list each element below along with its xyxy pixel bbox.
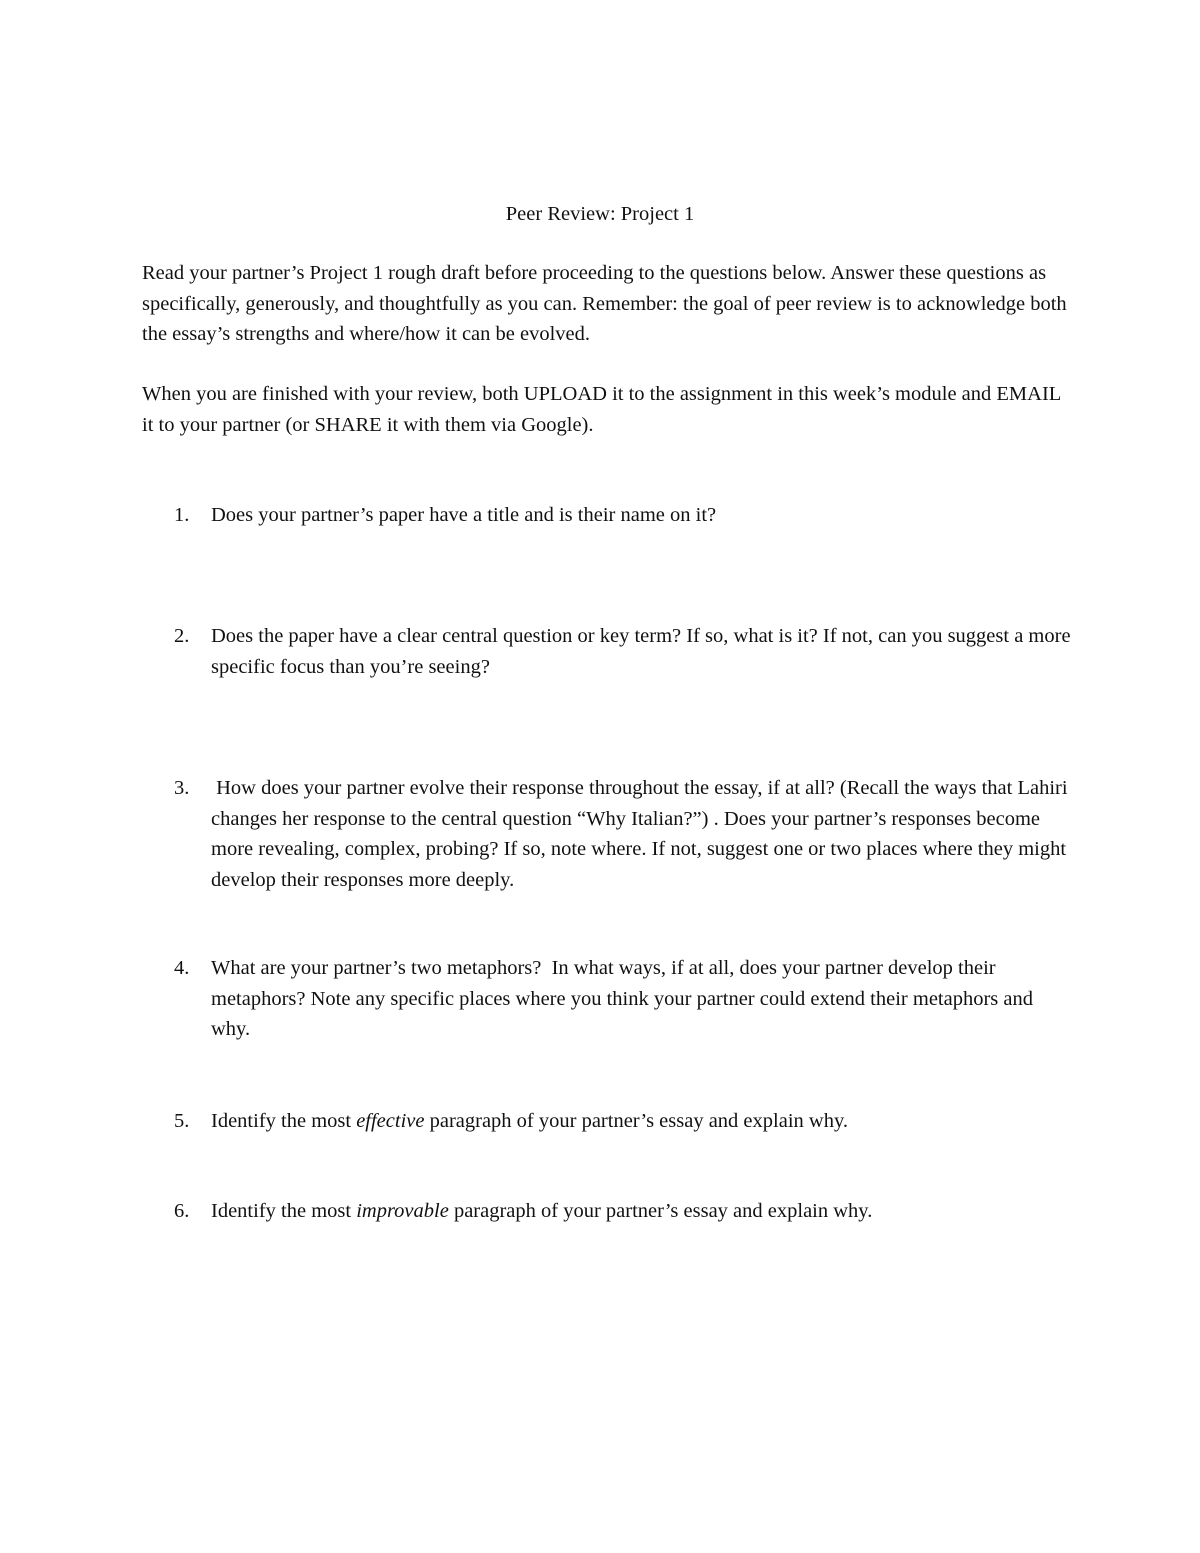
intro-paragraph-instructions: Read your partner’s Project 1 rough draft before proceeding to the questions below. Answer these questions as specifically, generously, and thoughtfully as you can. Remember: the goal of peer review is to acknowledge both the essay’s strengths and where/how it can be evolved. [142,262,1067,345]
question-text: Does your partner’s paper have a title and is their name on it? [211,504,717,526]
page-title: Peer Review: Project 1 [505,203,695,225]
intro-paragraph-submission: When you are finished with your review, both UPLOAD it to the assignment in this week’s module and EMAIL it to your partner (or SHARE it with them via Google). [142,383,1061,436]
question-number: 5. [174,1110,190,1132]
question-number: 6. [174,1200,190,1222]
question-text-after: paragraph of your partner’s essay and explain why. [424,1110,848,1132]
question-text: Does the paper have a clear central question or key term? If so, what is it? If not, can you suggest a more specific focus than you’re seeing? [211,625,1071,678]
question-text: How does your partner evolve their response throughout the essay, if at all? (Recall the ways that Lahiri changes her response to the central question “Why Italian?”) . Does your partner’s responses become more revealing, complex, probing? If so, note where. If not, suggest one or two places where they might develop their responses more deeply. [211,777,1073,891]
question-text [211,1106,1071,1137]
question-number: 2. [174,625,190,647]
question-text: What are your partner’s two metaphors? In what ways, if at all, does your partner develop their metaphors? Note any specific places where you think your partner could extend their metaphors and why. [211,957,1039,1040]
question-text-after: paragraph of your partner’s essay and explain why. [448,1200,873,1222]
question-text [211,1196,1071,1227]
question-emphasis: effective [356,1110,425,1132]
question-number: 3. [174,777,190,799]
question-text-before: Identify the most [211,1110,357,1132]
question-text-before: Identify the most [211,1200,357,1222]
question-emphasis: improvable [356,1200,449,1222]
question-number: 4. [174,957,190,979]
question-number: 1. [174,504,190,526]
